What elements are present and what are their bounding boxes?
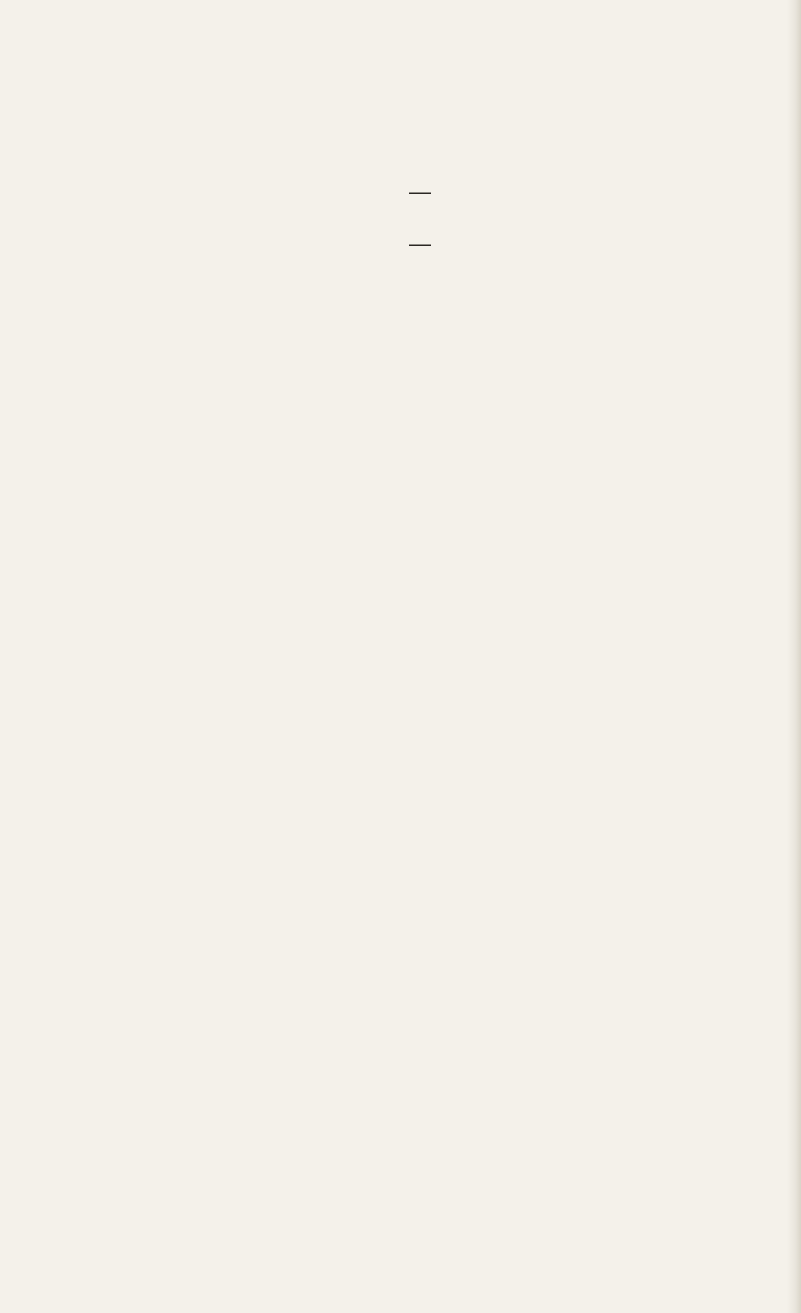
chapter-heading-v: — [409, 231, 431, 256]
page-edge-shadow [787, 0, 801, 1313]
table-of-contents [142, 155, 698, 259]
running-head [142, 120, 702, 142]
chapter-heading-iv: — [409, 179, 431, 204]
